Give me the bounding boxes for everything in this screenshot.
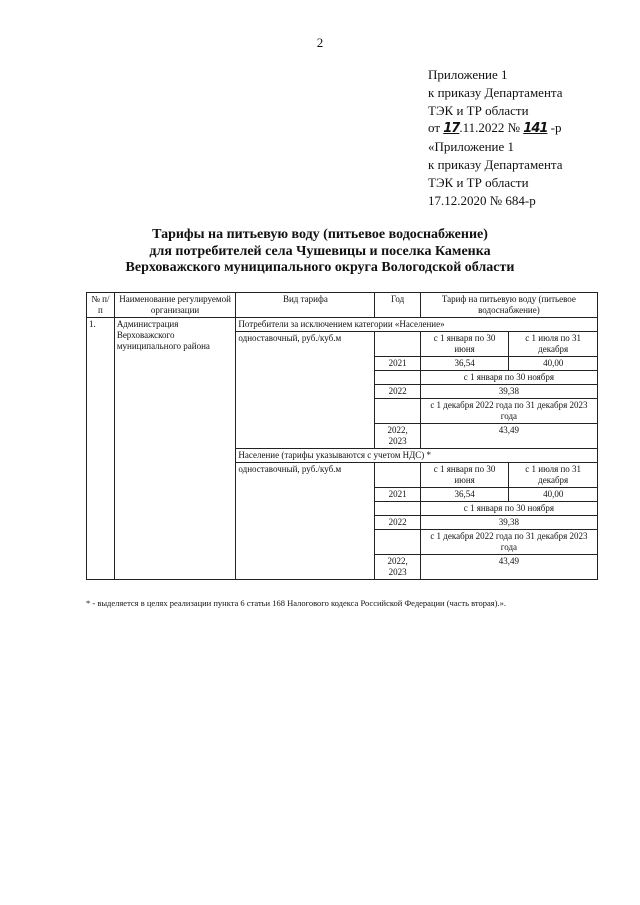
period-label: с 1 декабря 2022 года по 31 декабря 2023 года (420, 530, 597, 555)
period-label: с 1 января по 30 июня (420, 332, 509, 357)
table-row (87, 318, 598, 332)
year-cell: 2021 (375, 488, 420, 502)
header-year: Год (375, 293, 420, 318)
tariff-value: 43,49 (420, 424, 597, 449)
header-num: № п/п (87, 293, 115, 318)
tariff-value: 40,00 (509, 357, 598, 371)
period-label: с 1 июля по 31 декабря (509, 463, 598, 488)
title-line: Верховажского муниципального округа Вологодской области (125, 260, 515, 275)
order-date-line (428, 119, 563, 138)
header-organization: Наименование регулируемой организации (114, 293, 236, 318)
appendix-line: «Приложение 1 (428, 139, 515, 155)
period-label: с 1 января по 30 июня (420, 463, 509, 488)
appendix-line: ТЭК и ТР области (428, 174, 529, 190)
consumer-group-label: Потребители за исключением категории «Население» (236, 318, 598, 332)
tariff-value: 39,38 (420, 516, 597, 530)
organization-name: Администрация Верховажского муниципального района (114, 318, 236, 580)
period-label: с 1 июля по 31 декабря (509, 332, 598, 357)
appendix-line: к приказу Департамента (428, 84, 563, 100)
appendix-line: 17.12.2020 № 684-р (428, 192, 536, 208)
tariff-value: 36,54 (420, 357, 509, 371)
tariff-value: 36,54 (420, 488, 509, 502)
appendix-line: ТЭК и ТР области (428, 102, 529, 118)
tariff-value: 43,49 (420, 555, 597, 580)
date-prefix: от (428, 120, 444, 136)
footnote: * - выделяется в целях реализации пункта 6 статьи 168 Налогового кодекса Российской Федерации (часть вторая).». (86, 598, 507, 608)
table-header-row (87, 293, 598, 318)
year-cell: 2022, 2023 (375, 555, 420, 580)
tariff-type: одноставочный, руб./куб.м (236, 332, 375, 449)
handwritten-day: 17 (443, 121, 460, 137)
tariff-value: 39,38 (420, 385, 597, 399)
period-label: с 1 декабря 2022 года по 31 декабря 2023 года (420, 399, 597, 424)
year-cell: 2022, 2023 (375, 424, 420, 449)
year-cell: 2022 (375, 385, 420, 399)
year-cell: 2021 (375, 357, 420, 371)
row-number: 1. (87, 318, 115, 580)
page-number: 2 (316, 35, 324, 50)
header-tariff-type: Вид тарифа (236, 293, 375, 318)
year-cell: 2022 (375, 516, 420, 530)
order-suffix: -р (547, 120, 562, 136)
appendix-line: к приказу Департамента (428, 156, 563, 172)
handwritten-order-number: 141 (523, 121, 548, 137)
appendix-line: Приложение 1 (428, 67, 508, 82)
consumer-group-label: Население (тарифы указываются с учетом НДС) * (236, 449, 598, 463)
document-title (0, 227, 640, 277)
title-line: Тарифы на питьевую воду (питьевое водоснабжение) (152, 227, 488, 242)
period-label: с 1 января по 30 ноября (420, 371, 597, 385)
tariff-value: 40,00 (509, 488, 598, 502)
tariff-type: одноставочный, руб./куб.м (236, 463, 375, 580)
date-rest: .11.2022 № (459, 120, 524, 136)
tariff-table (86, 292, 598, 580)
appendix-block (428, 66, 563, 209)
period-label: с 1 января по 30 ноября (420, 502, 597, 516)
header-tariff: Тариф на питьевую воду (питьевое водоснабжение) (420, 293, 597, 318)
title-line: для потребителей села Чушевицы и поселка Каменка (149, 243, 491, 259)
